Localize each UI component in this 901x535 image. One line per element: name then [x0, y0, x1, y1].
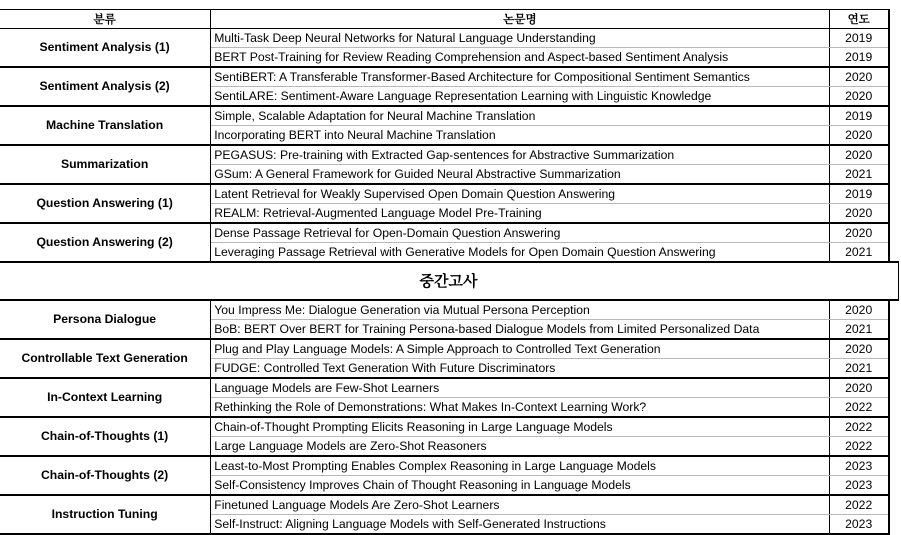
- year-cell: 2020: [829, 126, 889, 146]
- year-cell: 2020: [829, 145, 889, 165]
- table-row: [0, 145, 899, 165]
- paper-title-cell: Leveraging Passage Retrieval with Generative Models for Open Domain Question Answering: [211, 243, 829, 263]
- header-category: 분류: [0, 10, 211, 29]
- right-edge: [889, 339, 899, 359]
- table-row: [0, 300, 899, 320]
- midterm-label: 중간고사: [0, 262, 899, 300]
- year-cell: 2022: [829, 437, 889, 457]
- paper-title-cell: Language Models are Few-Shot Learners: [211, 378, 829, 398]
- table-body-before-midterm: [0, 29, 899, 263]
- paper-title-cell: SentiBERT: A Transferable Transformer-Based Architecture for Compositional Sentiment Semantics: [211, 67, 829, 87]
- year-cell: 2020: [829, 378, 889, 398]
- paper-title-cell: GSum: A General Framework for Guided Neural Abstractive Summarization: [211, 165, 829, 185]
- paper-title-cell: BERT Post-Training for Review Reading Comprehension and Aspect-based Sentiment Analysis: [211, 48, 829, 68]
- paper-title-cell: REALM: Retrieval-Augmented Language Model Pre-Training: [211, 204, 829, 224]
- paper-title-cell: You Impress Me: Dialogue Generation via Mutual Persona Perception: [211, 300, 829, 320]
- year-cell: 2021: [829, 320, 889, 340]
- paper-title-cell: BoB: BERT Over BERT for Training Persona-based Dialogue Models from Limited Personalized Data: [211, 320, 829, 340]
- right-edge: [889, 300, 899, 320]
- year-cell: 2020: [829, 300, 889, 320]
- right-edge: [889, 87, 899, 107]
- header-row: [0, 10, 899, 29]
- paper-title-cell: Incorporating BERT into Neural Machine Translation: [211, 126, 829, 146]
- right-edge: [889, 456, 899, 476]
- category-cell: Question Answering (2): [0, 223, 211, 262]
- table-row: [0, 456, 899, 476]
- paper-list-table: [0, 9, 899, 535]
- year-cell: 2019: [829, 184, 889, 204]
- year-cell: 2022: [829, 495, 889, 515]
- paper-title-cell: Simple, Scalable Adaptation for Neural Machine Translation: [211, 106, 829, 126]
- table-body-after-midterm: [0, 300, 899, 534]
- year-cell: 2022: [829, 417, 889, 437]
- paper-title-cell: Self-Consistency Improves Chain of Thought Reasoning in Language Models: [211, 476, 829, 496]
- table-row: [0, 378, 899, 398]
- right-edge: [889, 10, 899, 29]
- paper-title-cell: Chain-of-Thought Prompting Elicits Reasoning in Large Language Models: [211, 417, 829, 437]
- paper-title-cell: Large Language Models are Zero-Shot Reasoners: [211, 437, 829, 457]
- category-cell: Controllable Text Generation: [0, 339, 211, 378]
- paper-title-cell: Multi-Task Deep Neural Networks for Natural Language Understanding: [211, 29, 829, 48]
- category-cell: Instruction Tuning: [0, 495, 211, 534]
- header-paper: 논문명: [211, 10, 829, 29]
- right-edge: [889, 359, 899, 379]
- right-edge: [889, 495, 899, 515]
- category-cell: Machine Translation: [0, 106, 211, 145]
- year-cell: 2023: [829, 476, 889, 496]
- right-edge: [889, 417, 899, 437]
- paper-title-cell: Latent Retrieval for Weakly Supervised Open Domain Question Answering: [211, 184, 829, 204]
- year-cell: 2020: [829, 223, 889, 243]
- right-edge: [889, 29, 899, 48]
- table-row: [0, 495, 899, 515]
- right-edge: [889, 204, 899, 224]
- paper-title-cell: Dense Passage Retrieval for Open-Domain Question Answering: [211, 223, 829, 243]
- category-cell: Sentiment Analysis (2): [0, 67, 211, 106]
- year-cell: 2019: [829, 48, 889, 68]
- year-cell: 2020: [829, 87, 889, 107]
- table-row: [0, 67, 899, 87]
- table-row: [0, 184, 899, 204]
- table-row: [0, 29, 899, 48]
- paper-title-cell: SentiLARE: Sentiment-Aware Language Representation Learning with Linguistic Knowledge: [211, 87, 829, 107]
- paper-title-cell: FUDGE: Controlled Text Generation With Future Discriminators: [211, 359, 829, 379]
- right-edge: [889, 106, 899, 126]
- table-row: [0, 417, 899, 437]
- year-cell: 2021: [829, 359, 889, 379]
- year-cell: 2023: [829, 456, 889, 476]
- category-cell: Chain-of-Thoughts (1): [0, 417, 211, 456]
- right-edge: [889, 145, 899, 165]
- table-row: [0, 106, 899, 126]
- paper-title-cell: Rethinking the Role of Demonstrations: What Makes In-Context Learning Work?: [211, 398, 829, 418]
- year-cell: 2020: [829, 339, 889, 359]
- category-cell: Chain-of-Thoughts (2): [0, 456, 211, 495]
- year-cell: 2019: [829, 106, 889, 126]
- right-edge: [889, 378, 899, 398]
- year-cell: 2022: [829, 398, 889, 418]
- midterm-row: [0, 262, 899, 300]
- paper-title-cell: Least-to-Most Prompting Enables Complex Reasoning in Large Language Models: [211, 456, 829, 476]
- year-cell: 2023: [829, 515, 889, 535]
- category-cell: Summarization: [0, 145, 211, 184]
- table-row: [0, 339, 899, 359]
- paper-title-cell: Self-Instruct: Aligning Language Models with Self-Generated Instructions: [211, 515, 829, 535]
- right-edge: [889, 437, 899, 457]
- right-edge: [889, 67, 899, 87]
- paper-title-cell: PEGASUS: Pre-training with Extracted Gap-sentences for Abstractive Summarization: [211, 145, 829, 165]
- category-cell: Sentiment Analysis (1): [0, 29, 211, 68]
- table-row: [0, 223, 899, 243]
- right-edge: [889, 515, 899, 535]
- year-cell: 2020: [829, 67, 889, 87]
- category-cell: Persona Dialogue: [0, 300, 211, 339]
- year-cell: 2019: [829, 29, 889, 48]
- right-edge: [889, 320, 899, 340]
- year-cell: 2021: [829, 165, 889, 185]
- right-edge: [889, 476, 899, 496]
- right-edge: [889, 165, 899, 185]
- year-cell: 2021: [829, 243, 889, 263]
- right-edge: [889, 223, 899, 243]
- right-edge: [889, 398, 899, 418]
- category-cell: In-Context Learning: [0, 378, 211, 417]
- year-cell: 2020: [829, 204, 889, 224]
- paper-title-cell: Finetuned Language Models Are Zero-Shot Learners: [211, 495, 829, 515]
- right-edge: [889, 184, 899, 204]
- category-cell: Question Answering (1): [0, 184, 211, 223]
- right-edge: [889, 126, 899, 146]
- right-edge: [889, 48, 899, 68]
- header-year: 연도: [829, 10, 889, 29]
- right-edge: [889, 243, 899, 263]
- paper-title-cell: Plug and Play Language Models: A Simple Approach to Controlled Text Generation: [211, 339, 829, 359]
